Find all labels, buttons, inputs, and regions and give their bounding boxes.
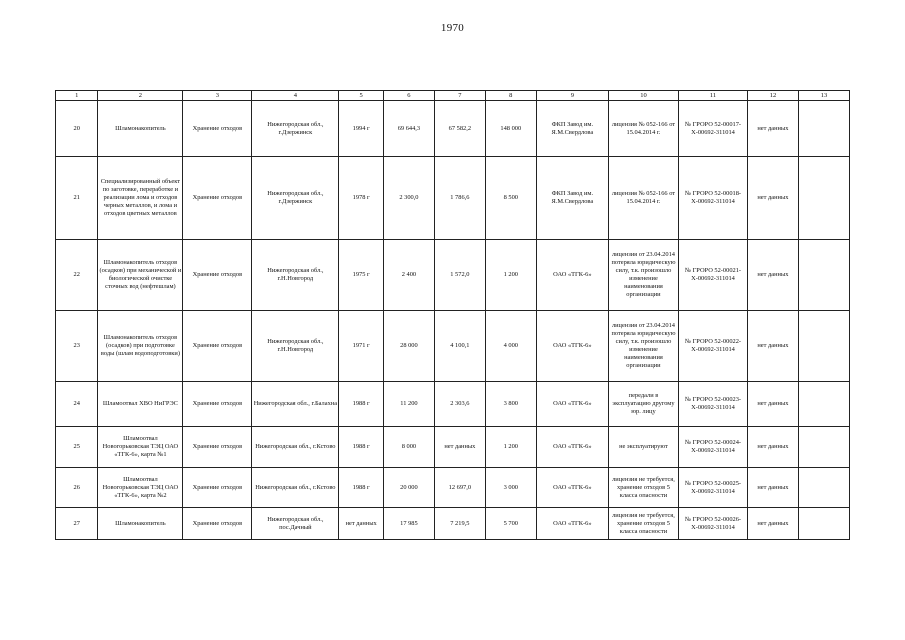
purpose: Хранение отходов <box>183 240 252 311</box>
column-header: 11 <box>678 91 747 101</box>
license: лицензия от 23.04.2014 потеряла юридическую силу, т.к. произошло изменение наименования организации <box>608 240 678 311</box>
area: 3 800 <box>485 382 536 427</box>
license: лицензия от 23.04.2014 потеряла юридическую силу, т.к. произошло изменение наименования организации <box>608 311 678 382</box>
facility-name: Шламонакопитель отходов (осадков) при подготовке воды (шлам водоподготовки) <box>98 311 183 382</box>
row-number: 21 <box>56 157 98 240</box>
accumulated-volume: 67 582,2 <box>434 101 485 157</box>
monitoring-data: нет данных <box>747 157 798 240</box>
table-row <box>56 508 850 540</box>
facility-name: Специализированный объект по заготовке, переработке и реализации лома и отходов черных металлов, и лома и отходов цветных металлов <box>98 157 183 240</box>
design-capacity: 28 000 <box>383 311 434 382</box>
column-header: 8 <box>485 91 536 101</box>
row-number: 20 <box>56 101 98 157</box>
location: Нижегородская обл., г.Балахна <box>252 382 339 427</box>
location: Нижегородская обл., г.Дзержинск <box>252 101 339 157</box>
table-row <box>56 157 850 240</box>
commission-year: 1988 г <box>339 468 384 508</box>
license: не эксплуатируют <box>608 427 678 468</box>
accumulated-volume: 1 786,6 <box>434 157 485 240</box>
facility-name: Шламонакопитель <box>98 508 183 540</box>
area: 1 200 <box>485 240 536 311</box>
purpose: Хранение отходов <box>183 468 252 508</box>
area: 8 500 <box>485 157 536 240</box>
accumulated-volume: 12 697,0 <box>434 468 485 508</box>
notes <box>798 311 849 382</box>
purpose: Хранение отходов <box>183 382 252 427</box>
table-row <box>56 240 850 311</box>
location: Нижегородская обл., г.Н.Новгород <box>252 240 339 311</box>
accumulated-volume: 1 572,0 <box>434 240 485 311</box>
table-row <box>56 382 850 427</box>
notes <box>798 468 849 508</box>
accumulated-volume: 7 219,5 <box>434 508 485 540</box>
registry-number: № ГРОРО 52-00023-Х-00692-311014 <box>678 382 747 427</box>
column-header: 5 <box>339 91 384 101</box>
registry-number: № ГРОРО 52-00022-Х-00692-311014 <box>678 311 747 382</box>
purpose: Хранение отходов <box>183 101 252 157</box>
location: Нижегородская обл., пос.Дачный <box>252 508 339 540</box>
row-number: 26 <box>56 468 98 508</box>
purpose: Хранение отходов <box>183 427 252 468</box>
area: 148 000 <box>485 101 536 157</box>
area: 3 000 <box>485 468 536 508</box>
commission-year: нет данных <box>339 508 384 540</box>
area: 5 700 <box>485 508 536 540</box>
registry-number: № ГРОРО 52-00017-Х-00692-311014 <box>678 101 747 157</box>
purpose: Хранение отходов <box>183 157 252 240</box>
row-number: 24 <box>56 382 98 427</box>
page-number: 1970 <box>440 22 465 34</box>
row-number: 22 <box>56 240 98 311</box>
commission-year: 1975 г <box>339 240 384 311</box>
operator: ОАО «ТГК-6» <box>536 508 608 540</box>
location: Нижегородская обл., г.Дзержинск <box>252 157 339 240</box>
license: лицензия № 052-166 от 15.04.2014 г. <box>608 101 678 157</box>
row-number: 25 <box>56 427 98 468</box>
accumulated-volume: 4 100,1 <box>434 311 485 382</box>
operator: ФКП Завод им. Я.М.Свердлова <box>536 101 608 157</box>
facility-name: Шламоотвал Новогорьковская ТЭЦ ОАО «ТГК-6», карта №2 <box>98 468 183 508</box>
column-header: 3 <box>183 91 252 101</box>
monitoring-data: нет данных <box>747 311 798 382</box>
design-capacity: 2 300,0 <box>383 157 434 240</box>
design-capacity: 69 644,3 <box>383 101 434 157</box>
row-number: 23 <box>56 311 98 382</box>
license: лицензия не требуется, хранение отходов 5 класса опасности <box>608 508 678 540</box>
registry-number: № ГРОРО 52-00021-Х-00692-311014 <box>678 240 747 311</box>
location: Нижегородская обл., г.Н.Новгород <box>252 311 339 382</box>
design-capacity: 20 000 <box>383 468 434 508</box>
design-capacity: 2 400 <box>383 240 434 311</box>
monitoring-data: нет данных <box>747 468 798 508</box>
facility-name: Шламонакопитель <box>98 101 183 157</box>
location: Нижегородская обл., г.Кстово <box>252 427 339 468</box>
commission-year: 1978 г <box>339 157 384 240</box>
notes <box>798 508 849 540</box>
area: 4 000 <box>485 311 536 382</box>
monitoring-data: нет данных <box>747 508 798 540</box>
column-header: 2 <box>98 91 183 101</box>
notes <box>798 382 849 427</box>
row-number: 27 <box>56 508 98 540</box>
table-row <box>56 101 850 157</box>
column-header: 7 <box>434 91 485 101</box>
operator: ОАО «ТГК-6» <box>536 382 608 427</box>
notes <box>798 101 849 157</box>
facility-name: Шламонакопитель отходов (осадков) при механической и биологической очистке сточных вод (нефтешлам) <box>98 240 183 311</box>
waste-facility-registry-table <box>55 90 850 540</box>
column-header: 6 <box>383 91 434 101</box>
operator: ОАО «ТГК-6» <box>536 468 608 508</box>
column-header: 4 <box>252 91 339 101</box>
license: лицензия не требуется, хранение отходов 5 класса опасности <box>608 468 678 508</box>
operator: ОАО «ТГК-6» <box>536 240 608 311</box>
commission-year: 1988 г <box>339 382 384 427</box>
license: передали в эксплуатацию другому юр. лицу <box>608 382 678 427</box>
operator: ФКП Завод им. Я.М.Свердлова <box>536 157 608 240</box>
license: лицензия № 052-166 от 15.04.2014 г. <box>608 157 678 240</box>
table-row <box>56 427 850 468</box>
commission-year: 1994 г <box>339 101 384 157</box>
accumulated-volume: нет данных <box>434 427 485 468</box>
design-capacity: 8 000 <box>383 427 434 468</box>
column-header: 9 <box>536 91 608 101</box>
column-header: 1 <box>56 91 98 101</box>
column-header: 10 <box>608 91 678 101</box>
header-row <box>56 91 850 101</box>
location: Нижегородская обл., г.Кстово <box>252 468 339 508</box>
purpose: Хранение отходов <box>183 311 252 382</box>
monitoring-data: нет данных <box>747 427 798 468</box>
registry-number: № ГРОРО 52-00018-Х-00692-311014 <box>678 157 747 240</box>
registry-number: № ГРОРО 52-00026-Х-00692-311014 <box>678 508 747 540</box>
notes <box>798 240 849 311</box>
commission-year: 1971 г <box>339 311 384 382</box>
column-header: 12 <box>747 91 798 101</box>
registry-number: № ГРОРО 52-00025-Х-00692-311014 <box>678 468 747 508</box>
design-capacity: 11 200 <box>383 382 434 427</box>
column-header: 13 <box>798 91 849 101</box>
operator: ОАО «ТГК-6» <box>536 427 608 468</box>
notes <box>798 157 849 240</box>
facility-name: Шламоотвал ХВО НиГРЭС <box>98 382 183 427</box>
registry-number: № ГРОРО 52-00024-Х-00692-311014 <box>678 427 747 468</box>
commission-year: 1988 г <box>339 427 384 468</box>
purpose: Хранение отходов <box>183 508 252 540</box>
facility-name: Шламоотвал Новогорьковская ТЭЦ ОАО «ТГК-6», карта №1 <box>98 427 183 468</box>
area: 1 200 <box>485 427 536 468</box>
notes <box>798 427 849 468</box>
design-capacity: 17 985 <box>383 508 434 540</box>
table-row <box>56 468 850 508</box>
table-row <box>56 311 850 382</box>
monitoring-data: нет данных <box>747 240 798 311</box>
accumulated-volume: 2 303,6 <box>434 382 485 427</box>
monitoring-data: нет данных <box>747 101 798 157</box>
monitoring-data: нет данных <box>747 382 798 427</box>
operator: ОАО «ТГК-6» <box>536 311 608 382</box>
